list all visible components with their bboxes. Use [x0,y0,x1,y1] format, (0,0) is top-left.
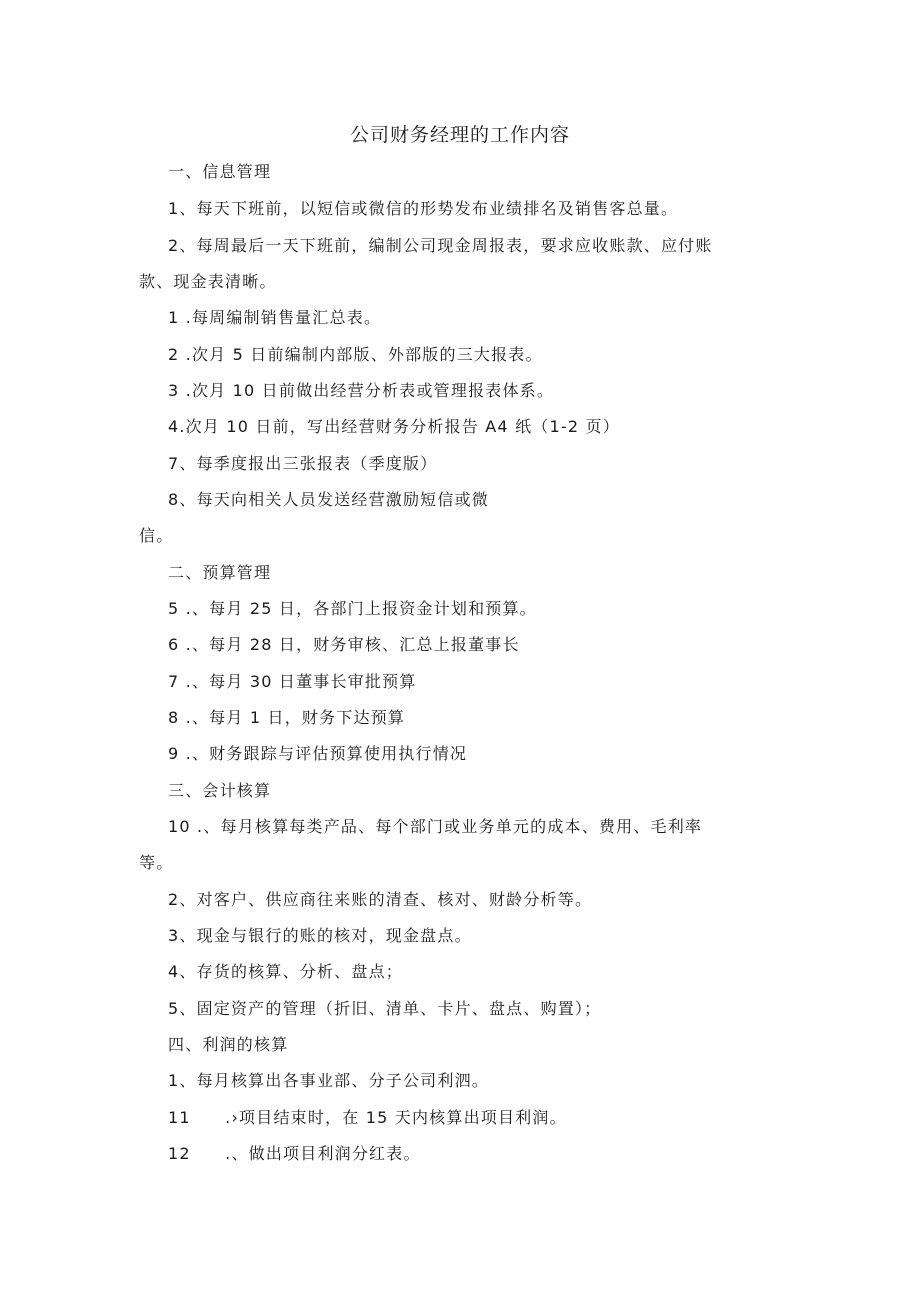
paragraph-line: 2、对客户、供应商往来账的清查、核对、财龄分析等。 [168,890,593,909]
paragraph-line: 1、每月核算出各事业部、分子公司利泗。 [168,1071,489,1090]
paragraph-line: 1、每天下班前，以短信或微信的形势发布业绩排名及销售客总量。 [168,199,679,218]
section-heading-info-management: 一、信息管理 [168,162,272,181]
paragraph-line-continuation: 等。 [139,853,174,872]
paragraph-line: 3 .次月 10 日前做出经营分析表或管理报表体系。 [168,381,555,400]
paragraph-line-continuation: 信。 [139,526,174,545]
paragraph-line: 6 .、每月 28 日，财务审核、汇总上报董事长 [168,635,520,654]
section-heading-profit-accounting: 四、利润的核算 [168,1035,289,1054]
paragraph-line: 1 .每周编制销售量汇总表。 [168,308,382,327]
paragraph-line: 8、每天向相关人员发送经营激励短信或微 [168,490,489,509]
paragraph-line: 12 .、做出项目利润分红表。 [168,1144,421,1163]
paragraph-line: 9 .、财务跟踪与评估预算使用执行情况 [168,744,468,763]
paragraph-line: 5 .、每月 25 日，各部门上报资金计划和预算。 [168,599,537,618]
section-heading-accounting: 三、会计核算 [168,781,272,800]
paragraph-line: 8 .、每月 1 日，财务下达预算 [168,708,406,727]
document-title: 公司财务经理的工作内容 [349,124,570,146]
paragraph-line: 3、现金与银行的账的核对，现金盘点。 [168,926,472,945]
paragraph-line: 7、每季度报出三张报表（季度版） [168,454,438,473]
paragraph-line: 10 .、每月核算每类产品、每个部门或业务单元的成本、费用、毛利率 [168,817,703,836]
paragraph-line: 11 .›项目结束时，在 15 天内核算出项目利润。 [168,1108,567,1127]
paragraph-line: 2 .次月 5 日前编制内部版、外部版的三大报表。 [168,345,543,364]
paragraph-line: 4.次月 10 日前，写出经营财务分析报告 A4 纸（1-2 页） [168,417,620,436]
section-heading-budget-management: 二、预算管理 [168,563,272,582]
paragraph-line-continuation: 款、现金表清晰。 [139,272,277,291]
paragraph-line: 4、存货的核算、分析、盘点； [168,962,403,981]
paragraph-line: 2、每周最后一天下班前，编制公司现金周报表，要求应收账款、应付账 [168,236,713,255]
paragraph-line: 7 .、每月 30 日董事长审批预算 [168,672,417,691]
paragraph-line: 5、固定资产的管理（折旧、清单、卡片、盘点、购置）； [168,999,602,1018]
